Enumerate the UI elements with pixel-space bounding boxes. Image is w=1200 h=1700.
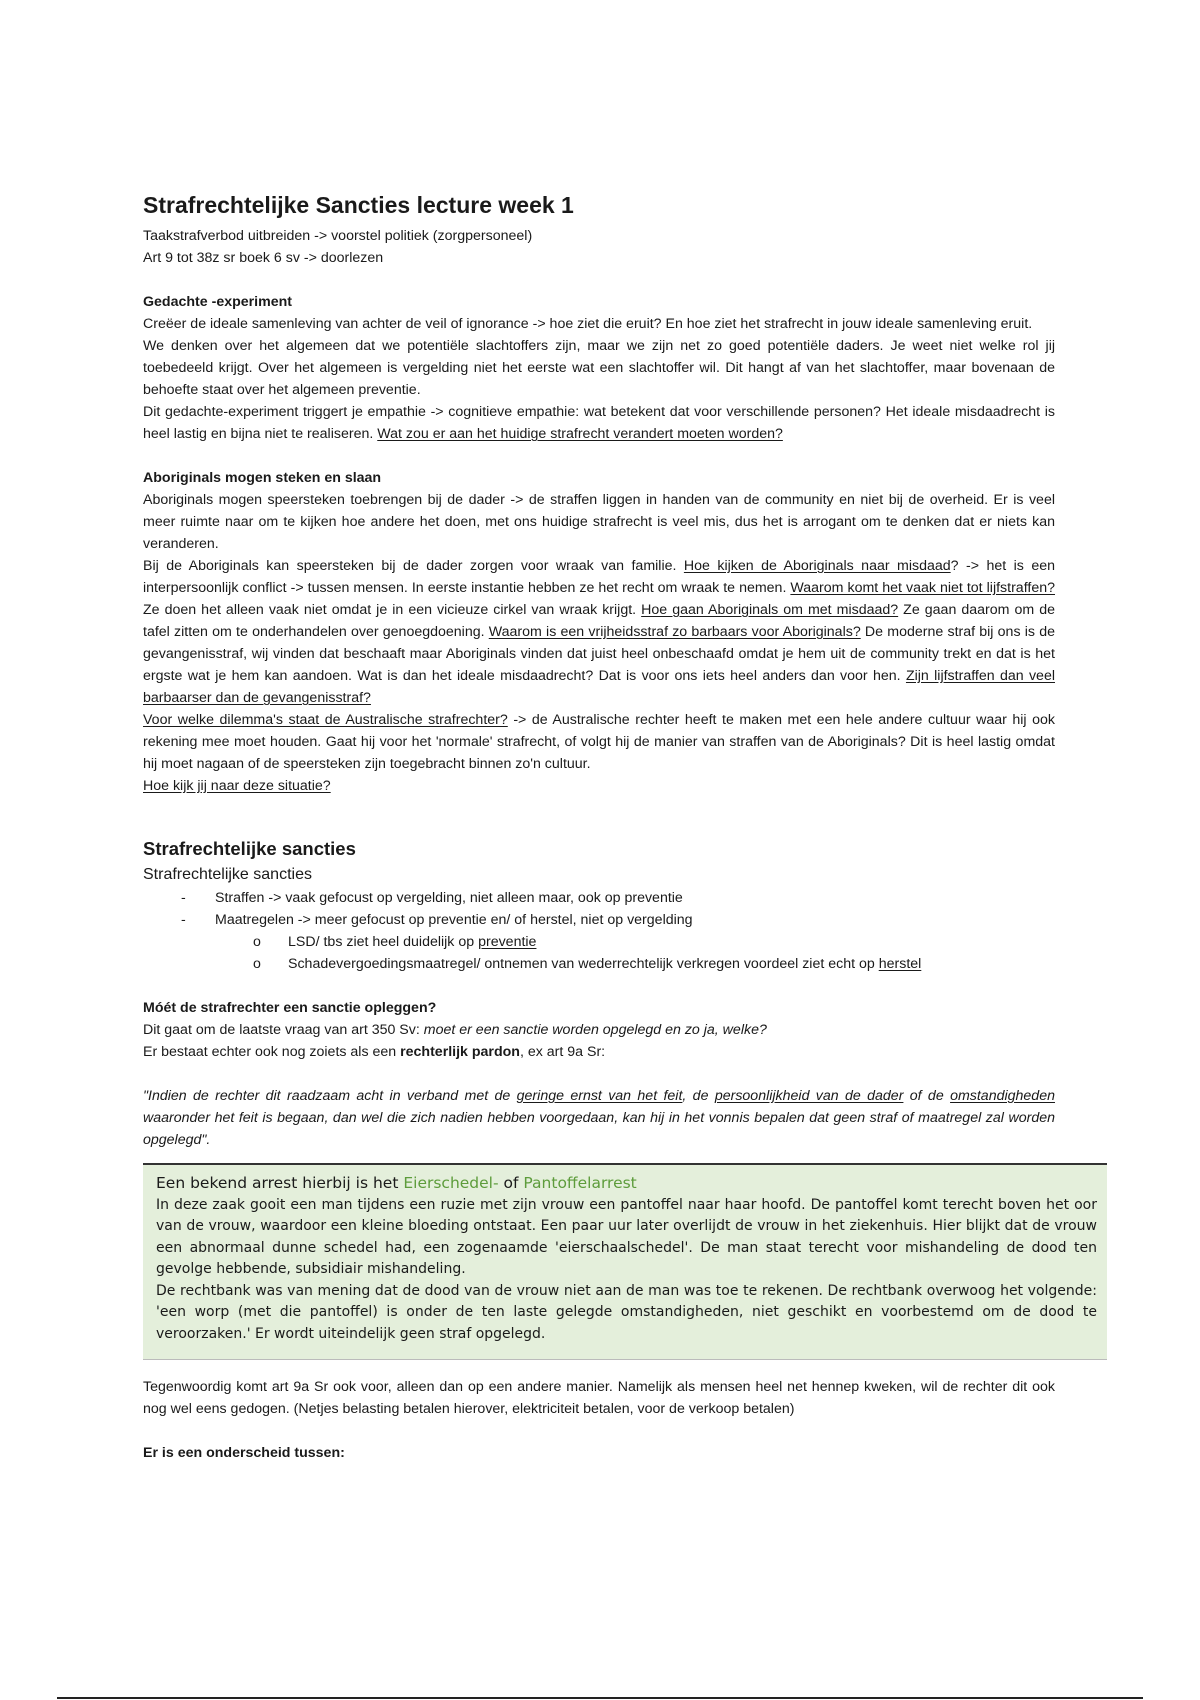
document-title: Strafrechtelijke Sancties lecture week 1: [143, 192, 574, 218]
paragraph: Voor welke dilemma's staat de Australische strafrechter? -> de Australische rechter heeft te maken met een hele andere cultuur waar hij ook rekening mee moet houden. Gaat hij voor het 'normale' strafrecht, of volgt hij de manier van straffen van de Aboriginals? Dit is heel lastig omdat hij moet nagaan of de speersteken zijn toegebracht binnen zo'n cultuur.: [143, 712, 1055, 772]
question-text: Waarom komt het vaak niet tot lijfstraffen?: [790, 580, 1055, 596]
section-heading: Móét de strafrechter een sanctie opleggen?: [143, 1000, 437, 1016]
question-text: Waarom is een vrijheidsstraf zo barbaars voor Aboriginals?: [488, 624, 861, 640]
box-title: Een bekend arrest hierbij is het Eierschedel- of Pantoffelarrest: [156, 1174, 637, 1192]
question-text: Voor welke dilemma's staat de Australische strafrechter?: [143, 712, 508, 728]
question-text: Wat zou er aan het huidige strafrecht verandert moeten worden?: [377, 426, 783, 442]
page-bottom-rule: [57, 1697, 1143, 1699]
section-heading: Er is een onderscheid tussen:: [143, 1445, 345, 1461]
paragraph: Tegenwoordig komt art 9a Sr ook voor, alleen dan op een andere manier. Namelijk als mensen heel net hennep kweken, wil de rechter dit ook nog wel eens gedogen. (Netjes belasting betalen hierover, elektriciteit betalen, voor de verkoop betalen): [143, 1379, 1055, 1417]
paragraph: Dit gaat om de laatste vraag van art 350 Sv: moet er een sanctie worden opgelegd en zo ja, welke?: [143, 1022, 767, 1038]
list-item: - Maatregelen -> meer gefocust op preventie en/ of herstel, niet op vergelding: [143, 909, 1055, 931]
paragraph: We denken over het algemeen dat we potentiële slachtoffers zijn, maar we zijn net zo goed potentiële daders. Je weet niet welke rol jij toebedeeld krijgt. Over het algemeen is vergelding niet het eerste wat een slachtoffer wil. Dit hangt af van het slachtoffer, maar bovenaan de behoefte staat over het algemeen preventie.: [143, 338, 1055, 398]
list-item: - Straffen -> vaak gefocust op vergelding, niet alleen maar, ook op preventie: [143, 887, 1055, 909]
intro-line: Taakstrafverbod uitbreiden -> voorstel politiek (zorgpersoneel): [143, 228, 533, 244]
subheading: Strafrechtelijke sancties: [143, 866, 312, 883]
question-text: Hoe kijken de Aboriginals naar misdaad: [683, 558, 951, 574]
intro-line: Art 9 tot 38z sr boek 6 sv -> doorlezen: [143, 250, 384, 266]
section-heading: Aboriginals mogen steken en slaan: [143, 470, 382, 486]
question-text: Zijn lijfstraffen dan veel barbaarser dan de gevangenisstraf?: [143, 668, 1055, 706]
paragraph: Aboriginals mogen speersteken toebrengen bij de dader -> de straffen liggen in handen van de community en niet bij de overheid. Er is veel meer ruimte naar om te kijken hoe andere het doen, met ons huidige strafrecht is veel mis, dus het is arrogant om te denken dat er niets kan veranderen.: [143, 492, 1055, 552]
quote: "Indien de rechter dit raadzaam acht in verband met de geringe ernst van het feit, de persoonlijkheid van de dader of de omstandigheden waaronder het feit is begaan, dan wel die zich nadien hebben voorgedaan, kan hij in het vonnis bepalen dat geen straf of maatregel zal worden opgelegd".: [143, 1088, 1055, 1148]
sub-list-item: o Schadevergoedingsmaatregel/ ontnemen van wederrechtelijk verkregen voordeel ziet echt op herstel: [143, 953, 1055, 975]
sanctions-list: [143, 887, 1055, 975]
document-page: [143, 190, 1097, 1464]
box-paragraph: De rechtbank was van mening dat de dood van de vrouw niet aan de man was toe te rekenen. De rechtbank overwoog het volgende: 'een worp (met die pantoffel) is onder de ten laste gelegde omstandigheden, niet geschikt en voorbestemd om de dood te veroorzaken.' Er wordt uiteindelijk geen straf opgelegd.: [156, 1282, 1097, 1342]
section-heading: Gedachte -experiment: [143, 294, 293, 310]
paragraph: Dit gedachte-experiment triggert je empathie -> cognitieve empathie: wat betekent dat voor verschillende personen? Het ideale misdaadrecht is heel lastig en bijna niet te realiseren. Wat zou er aan het huidige strafrecht verandert moeten worden?: [143, 404, 1055, 442]
paragraph: Er bestaat echter ook nog zoiets als een rechterlijk pardon, ex art 9a Sr:: [143, 1044, 606, 1060]
case-box: [143, 1163, 1107, 1360]
paragraph: [143, 775, 1055, 797]
paragraph: Creëer de ideale samenleving van achter de veil of ignorance -> hoe ziet die eruit? En hoe ziet het strafrecht in jouw ideale samenleving eruit.: [143, 316, 1033, 332]
box-paragraph: In deze zaak gooit een man tijdens een ruzie met zijn vrouw een pantoffel naar haar hoofd. De pantoffel komt terecht boven het oor van de vrouw, waardoor een kleine bloeding ontstaat. Een paar uur later overlijdt de vrouw in het ziekenhuis. Hier blijkt dat de vrouw een abnormaal dunne schedel had, een zogenaamde 'eierschaalschedel'. De man staat terecht voor mishandeling de dood ten gevolge hebbende, subsidiair mishandeling.: [156, 1196, 1097, 1277]
sub-list-item: o LSD/ tbs ziet heel duidelijk op preventie: [143, 931, 1055, 953]
question-text: Hoe gaan Aboriginals om met misdaad?: [641, 602, 899, 618]
section-title: Strafrechtelijke sancties: [143, 838, 356, 859]
question-text: Hoe kijk jij naar deze situatie?: [143, 778, 331, 794]
paragraph: Bij de Aboriginals kan speersteken bij de dader zorgen voor wraak van familie. Hoe kijken de Aboriginals naar misdaad? -> het is een interpersoonlijk conflict -> tussen mensen. In eerste instantie hebben ze het recht om wraak te nemen. Waarom komt het vaak niet tot lijfstraffen? Ze doen het alleen vaak niet omdat je in een vicieuze cirkel van wraak krijgt. Hoe gaan Aboriginals om met misdaad? Ze gaan daarom om de tafel zitten om te onderhandelen over genoegdoening. Waarom is een vrijheidsstraf zo barbaars voor Aboriginals? De moderne straf bij ons is de gevangenisstraf, wij vinden dat beschaaft maar Aboriginals vinden dat juist heel onbeschaafd omdat je hem uit de community trekt en dat is het ergste wat je hem kan aandoen. Wat is dan het ideale misdaadrecht? Dat is voor ons iets heel anders dan voor hen. Zijn lijfstraffen dan veel barbaarser dan de gevangenisstraf?: [143, 558, 1056, 706]
